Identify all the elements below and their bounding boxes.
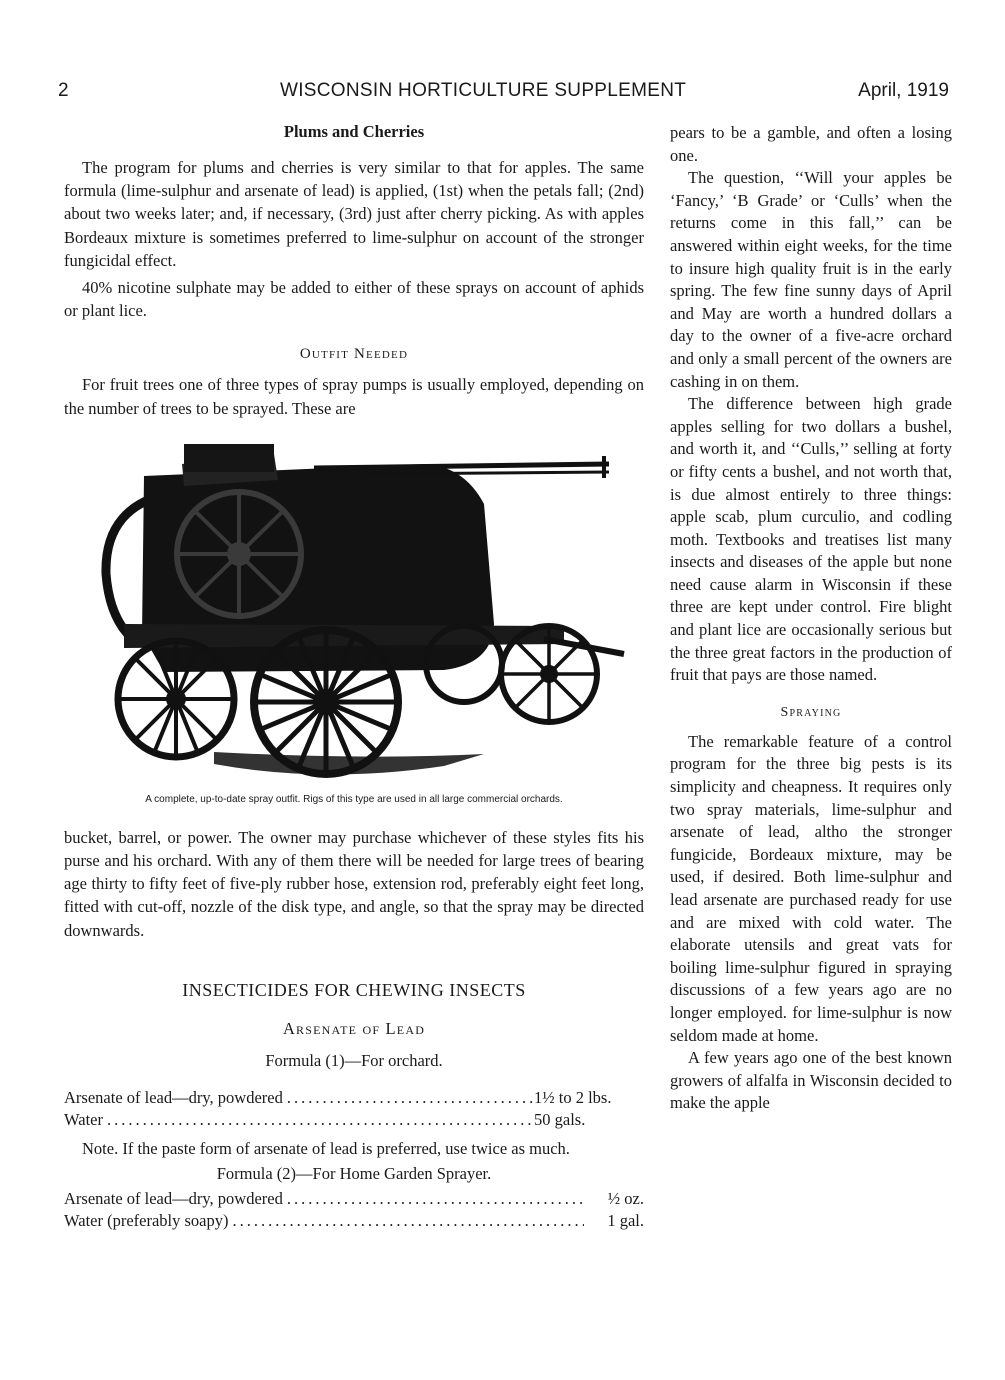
page-header: [58, 80, 949, 108]
ingredient-label: Arsenate of lead—dry, powdered: [64, 1087, 283, 1107]
running-title: WISCONSIN HORTICULTURE SUPPLEMENT: [280, 80, 687, 101]
leader-dots: [103, 1109, 534, 1131]
ingredient-amount: 1 gal.: [607, 1211, 644, 1231]
outfit-heading: Outfit Needed: [299, 346, 409, 363]
spray-outfit-figure: [64, 434, 644, 788]
left-column: [64, 122, 644, 1232]
spraying-heading: Spraying: [780, 704, 842, 720]
figure-caption: A complete, up-to-date spray outfit. Rigs of this type are used in all large commercial orchards.: [145, 793, 563, 805]
plums-heading: Plums and Cherries: [283, 122, 425, 141]
formula-1-heading: Formula (1)—For orchard.: [265, 1050, 443, 1070]
leader-dots: [283, 1188, 584, 1210]
spray-wagon-illustration: [64, 434, 644, 788]
right-paragraph-4: The remarkable feature of a control program for the three big pests is its simplicity and cheapness. It requires only two spray materials, lime-sulphur and arsenate of lead, altho the stronger fungicide, Bordeaux mixture, may be used, if desired. Both lime-sulphur and lead arsenate are purchased ready for use and are mixed with cold water. The elaborate utensils and great vats for boiling lime-sulphur figured in spraying discussions of a few years ago are no longer employed. for lime-sulphur is now seldom made at home.: [670, 731, 952, 1045]
formula-2-row: [64, 1210, 644, 1232]
ingredient-amount: 50 gals.: [534, 1109, 586, 1129]
outfit-paragraph-1: For fruit trees one of three types of spray pumps is usually employed, depending on the number of trees to be sprayed. These are: [64, 375, 644, 418]
ingredient-amount: 1½ to 2 lbs.: [534, 1087, 612, 1107]
insecticides-heading: INSECTICIDES FOR CHEWING INSECTS: [182, 979, 526, 1000]
ingredient-label: Arsenate of lead—dry, powdered: [64, 1189, 283, 1209]
issue-date: April, 1919: [858, 80, 949, 101]
right-paragraph-5: A few years ago one of the best known growers of alfalfa in Wisconsin decided to make the apple: [670, 1048, 952, 1113]
right-column: [670, 122, 952, 1115]
ingredient-label: Water: [64, 1109, 103, 1129]
formula-1-row: [64, 1087, 644, 1109]
right-paragraph-3: The difference between high grade apples selling for two dollars a bushel, and worth it, and ‘‘Culls,’’ selling at forty or fifty cents a bushel, and not worth that, is due almost entirely to three things: apple scab, plum curculio, and codling moth. Textbooks and treatises list many insects and diseases of the apple but none need cause alarm in Wisconsin if these three are kept under control. Fire blight and plant lice are occasionally serious but the three great factors in the production of fruit that pays are those named.: [670, 394, 952, 685]
plums-paragraph-2: 40% nicotine sulphate may be added to either of these sprays on account of aphids or plant lice.: [64, 278, 644, 321]
note-paragraph: Note. If the paste form of arsenate of lead is preferred, use twice as much.: [82, 1138, 570, 1158]
plums-paragraph-1: The program for plums and cherries is very similar to that for apples. The same formula (lime-sulphur and arsenate of lead) is applied, (1st) when the petals fall; (2nd) about two weeks later; and, if necessary, (3rd) just after cherry picking. As with apples Bordeaux mixture is sometimes preferred to lime-sulphur on account of the stronger fungicidal effect.: [64, 158, 644, 270]
formula-1-row: [64, 1109, 644, 1131]
arsenate-heading: Arsenate of Lead: [282, 1018, 426, 1038]
leader-dots: [283, 1087, 534, 1109]
formula-2-row: [64, 1188, 644, 1210]
leader-dots: [229, 1210, 584, 1232]
right-paragraph-1: pears to be a gamble, and often a losing one.: [670, 123, 952, 165]
ingredient-amount: ½ oz.: [607, 1189, 644, 1209]
ingredient-label: Water (preferably soapy): [64, 1211, 229, 1231]
outfit-paragraph-2: bucket, barrel, or power. The owner may purchase whichever of these styles fits his purse and his orchard. With any of them there will be needed for large trees of bearing age thirty to fifty feet of five-ply rubber hose, extension rod, preferably eight feet long, fitted with cut-off, nozzle of the disk type, and angle, so that the spray may be directed downwards.: [64, 827, 644, 940]
page-number: 2: [58, 80, 69, 101]
formula-2-heading: Formula (2)—For Home Garden Sprayer.: [216, 1164, 492, 1184]
right-paragraph-2: The question, ‘‘Will your apples be ‘Fancy,’ ‘B Grade’ or ‘Culls’ when the returns come in this fall,’’ can be answered within eight weeks, for the time to insure high quality fruit is in the early spring. The few fine sunny days of April and May are worth a hundred dollars a day to the owner of a five-acre orchard and only a small percent of the owners are cashing in on them.: [670, 168, 952, 391]
